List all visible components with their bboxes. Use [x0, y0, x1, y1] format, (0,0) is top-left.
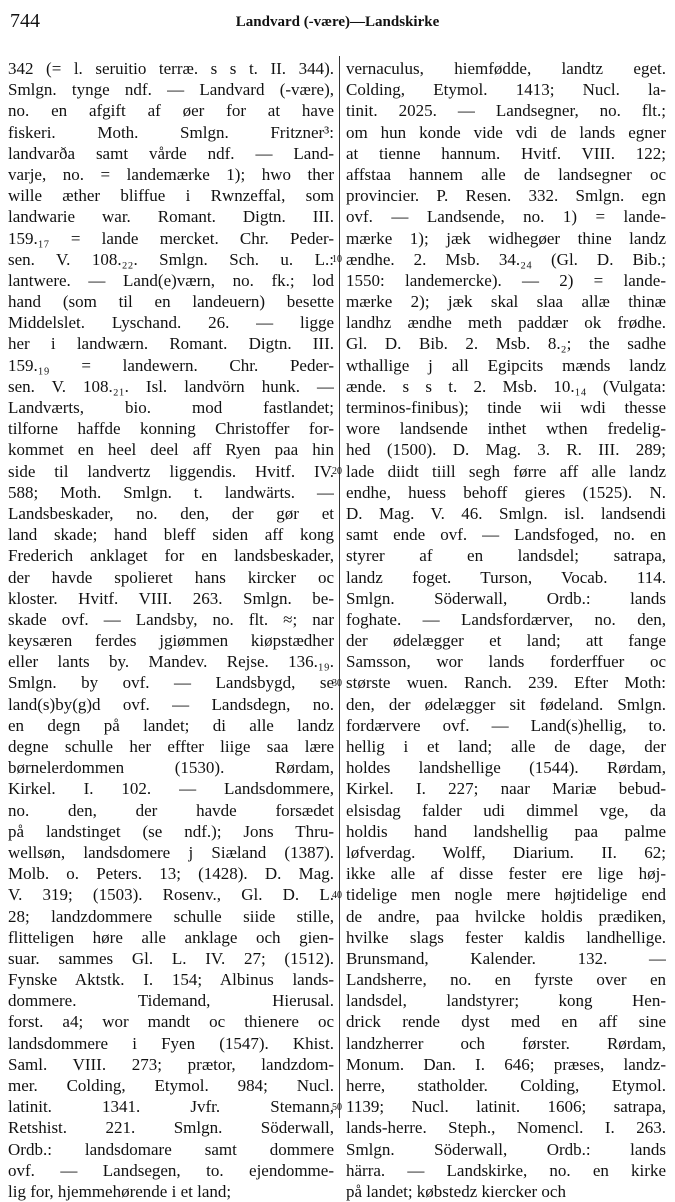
text-line: dommere. Tidemand, Hierusal.	[8, 991, 334, 1011]
text-line: 28; landzdommere schulle siide stille,	[8, 906, 334, 926]
text-line: mærke 2); jæk skal slaa allæ thinæ	[346, 292, 666, 312]
text-line: Kirkel. I. 227; naar Mariæ bebud-	[346, 779, 666, 799]
text-line: no. den, der havde forsædet	[8, 800, 334, 820]
text-line: på landet; købstedz kiercker och	[346, 1181, 566, 1201]
text-line: land(s)by(g)d ovf. — Landsdegn, no.	[8, 694, 334, 714]
text-line: landhz ændhe meth paddær ok frødhe.	[346, 313, 666, 333]
text-line: flitteligen høre alle anklage och gien-	[8, 927, 334, 947]
text-line: foghate. — Landsfordærver, no. den,	[346, 609, 666, 629]
text-line: lade diidt tiill segh førre aff alle landz	[346, 461, 666, 481]
text-line: drick rende dyst med en aff sine	[346, 1012, 666, 1032]
text-line: skade ovf. — Landsby, no. flt. ≈; nar	[8, 609, 334, 629]
line-number: 50	[332, 1101, 342, 1113]
text-line: varje, no. = landemærke 1); hwo ther	[8, 164, 334, 184]
text-line: 1550: landemercke). — 2) = lande-	[346, 270, 666, 290]
page-number: 744	[10, 10, 40, 32]
text-line: Smlgn. tynge ndf. — Landvard (-være),	[8, 80, 334, 100]
text-line: hellig i et land; alle de dage, der	[346, 737, 666, 756]
text-line: forst. a4; wor mandt oc thienere oc	[8, 1012, 334, 1032]
text-line: kommet en heel deel aff Ryen paa hin	[8, 440, 334, 460]
text-line: kloster. Hvitf. VIII. 263. Smlgn. be-	[8, 588, 334, 608]
line-number: 40	[332, 889, 342, 901]
text-line: vernaculus, hiemfødde, landtz eget.	[346, 59, 666, 78]
text-line: Monum. Dan. I. 646; præses, landz-	[346, 1054, 666, 1074]
text-line: land skade; hand bleff siden aff kong	[8, 525, 334, 545]
text-line: Brunsmand, Kalender. 132. —	[346, 948, 666, 968]
text-line: Smlgn. Söderwall, Ordb.: lands	[346, 588, 666, 608]
text-line: hvilke slags fester kaldis landhellige.	[346, 927, 666, 947]
text-line: den, der ødelægger sit fødeland. Smlgn.	[346, 694, 666, 714]
text-line: landzherrer och førster. Rørdam,	[346, 1033, 666, 1053]
text-line: latinit. 1341. Jvfr. Stemann,	[8, 1097, 334, 1117]
page-header	[10, 2, 665, 36]
text-line: at tienne hannum. Hvitf. VIII. 122;	[346, 143, 666, 163]
text-line: suar. sammes Gl. L. IV. 27; (1512).	[8, 948, 334, 968]
line-number: 30	[332, 677, 342, 689]
text-line: Landværts, bio. mod fastlandet;	[8, 398, 334, 417]
text-line: Middelslet. Lyschand. 26. — ligge	[8, 313, 334, 333]
text-line: 1139; Nucl. latinit. 1606; satrapa,	[346, 1097, 666, 1117]
text-line: Molb. o. Peters. 13; (1428). D. Mag.	[8, 864, 334, 884]
text-line: fiskeri. Moth. Smlgn. Fritzner³:	[8, 122, 334, 142]
text-line: landvarða samt vårde ndf. — Land-	[8, 143, 334, 163]
line-number: 20	[332, 465, 342, 477]
text-line: holdes landshellige (1544). Rørdam,	[346, 758, 666, 778]
text-line: Frederich anklaget for en landsbeskader,	[8, 546, 334, 566]
text-line: ikke alle af disse fester ere lige høj-	[346, 864, 666, 884]
text-line: mer. Colding, Etymol. 984; Nucl.	[8, 1076, 334, 1095]
text-line: lands-herre. Steph., Nomencl. I. 263.	[346, 1118, 666, 1138]
text-line: degne schulle her effter liige saa lære	[8, 737, 334, 756]
text-line: härra. — Landskirke, no. en kirke	[346, 1160, 666, 1180]
text-line: landsdel, landstyrer; kong Hen-	[346, 991, 666, 1011]
right-column	[346, 58, 666, 1202]
text-line: Landsherre, no. en fyrste over en	[346, 970, 666, 990]
text-line: Ordb.: landsdomare samt dommere	[8, 1139, 334, 1159]
text-line: V. 319; (1503). Rosenv., Gl. D. L.	[8, 885, 334, 905]
text-line: tidelige men nogle mere højtidelige end	[346, 885, 666, 905]
text-line: hed (1500). D. Mag. 3. R. III. 289;	[346, 440, 666, 460]
text-line: om hun konde vide vdi de lands egner	[346, 122, 666, 142]
text-line: affstaa hannem alle de landsegner oc	[346, 164, 666, 184]
running-title: Landvard (-være)—Landskirke	[235, 14, 440, 30]
text-line: Saml. VIII. 273; prætor, landzdom-	[8, 1054, 334, 1074]
text-line: Colding, Etymol. 1413; Nucl. la-	[346, 80, 666, 100]
text-line: ovf. — Landsegen, to. ejendomme-	[8, 1160, 334, 1180]
text-line: Fynske Aktstk. I. 154; Albinus lands-	[8, 970, 334, 990]
text-line: lantwere. — Land(e)værn, no. fk.; lod	[8, 270, 334, 290]
column-divider	[339, 56, 340, 1118]
text-line: terminos-finibus); tinde wii wdi thesse	[346, 398, 666, 417]
text-line: 159.₁₇ = lande mercket. Chr. Peder-	[8, 228, 334, 248]
text-line: samt ende ovf. — Landsfoged, no. en	[346, 525, 666, 545]
text-line: en degn på landet; di alle landz	[8, 715, 334, 735]
text-line: Retshist. 221. Smlgn. Söderwall,	[8, 1118, 334, 1138]
text-line: Landsbeskader, no. den, der gør et	[8, 503, 334, 523]
text-line: Gl. D. Bib. 2. Msb. 8.₂; the sadhe	[346, 334, 666, 354]
text-line: landz foget. Turson, Vocab. 114.	[346, 567, 666, 587]
text-line: wille æther bliffue i Rwnzeffal, som	[8, 186, 334, 206]
text-line: ænde. s s t. 2. Msb. 10.₁₄ (Vulgata:	[346, 376, 666, 396]
text-line: sen. V. 108.₂₂. Smlgn. Sch. u. L.:	[8, 249, 334, 269]
text-line: D. Mag. V. 46. Smlgn. isl. landsendi	[346, 503, 666, 523]
text-line: provincier. P. Resen. 332. Smlgn. egn	[346, 186, 666, 206]
line-number: 10	[332, 253, 342, 265]
text-line: keysæren ferdes jgiømmen kiøpstædher	[8, 631, 334, 651]
text-line: ovf. — Landsende, no. 1) = lande-	[346, 207, 666, 227]
text-line: Smlgn. by ovf. — Landsbygd, se	[8, 673, 334, 693]
text-line: de andre, paa hvilcke holdis prædiken,	[346, 906, 666, 926]
text-line: lig for, hjemmehørende i et land;	[8, 1181, 232, 1201]
text-line: landwarie war. Romant. Digtn. III.	[8, 207, 334, 227]
text-line: største wuen. Ranch. 239. Efter Moth:	[346, 673, 666, 693]
text-line: børnelerdommen (1530). Rørdam,	[8, 758, 334, 778]
text-line: 588; Moth. Smlgn. t. landwärts. —	[8, 482, 334, 502]
text-line: tilforne haffde konning Christoffer for-	[8, 419, 334, 439]
text-line: herre, statholder. Colding, Etymol.	[346, 1076, 666, 1095]
left-column	[8, 58, 334, 1202]
text-line: der ødelægger et land; att fange	[346, 631, 666, 651]
text-line: løfverdag. Wolff, Diarium. II. 62;	[346, 842, 666, 862]
text-line: tinit. 2025. — Landsegner, no. flt.;	[346, 101, 666, 121]
text-line: landsdommere i Fyen (1547). Khist.	[8, 1033, 334, 1053]
text-line: på landstinget (se ndf.); Jons Thru-	[8, 821, 334, 841]
text-line: elsisdag falder udi dimmel vge, da	[346, 800, 666, 820]
text-line: der havde spolieret hans kircker oc	[8, 567, 334, 587]
text-line: endhe, huess behoff gieres (1525). N.	[346, 482, 666, 502]
text-line: Smlgn. Söderwall, Ordb.: lands	[346, 1139, 666, 1159]
text-line: wellsøn, landsdomere j Siæland (1387).	[8, 842, 334, 862]
text-line: wore landsende inthet wthen fredelig-	[346, 419, 666, 439]
text-line: eller lants by. Mandev. Rejse. 136.₁₉.	[8, 652, 334, 672]
text-line: sen. V. 108.₂₁. Isl. landvörn hunk. —	[8, 376, 334, 396]
text-line: styrer af en landsdel; satrapa,	[346, 546, 666, 566]
text-line: her i landwærn. Romant. Digtn. III.	[8, 334, 334, 354]
text-line: Samsson, wor lands forderffuer oc	[346, 652, 666, 672]
text-line: hand (som til en landeuern) besette	[8, 292, 334, 312]
text-line: no. en afgift af øer for at have	[8, 101, 334, 121]
text-line: 342 (= l. seruitio terræ. s s t. II. 344).	[8, 59, 334, 78]
text-line: side til landvertz liggendis. Hvitf. IV.	[8, 461, 334, 481]
text-line: wthallige j all Egipcits mænds landz	[346, 355, 666, 375]
text-line: mærke 1); jæk widhegøer thine landz	[346, 228, 666, 248]
text-line: holdis hand landshellig paa palme	[346, 821, 666, 841]
text-line: Kirkel. I. 102. — Landsdommere,	[8, 779, 334, 799]
text-line: fordærvere ovf. — Land(s)hellig, to.	[346, 715, 666, 735]
text-line: 159.₁₉ = landewern. Chr. Peder-	[8, 355, 334, 375]
text-line: ændhe. 2. Msb. 34.₂₄ (Gl. D. Bib.;	[346, 249, 666, 269]
